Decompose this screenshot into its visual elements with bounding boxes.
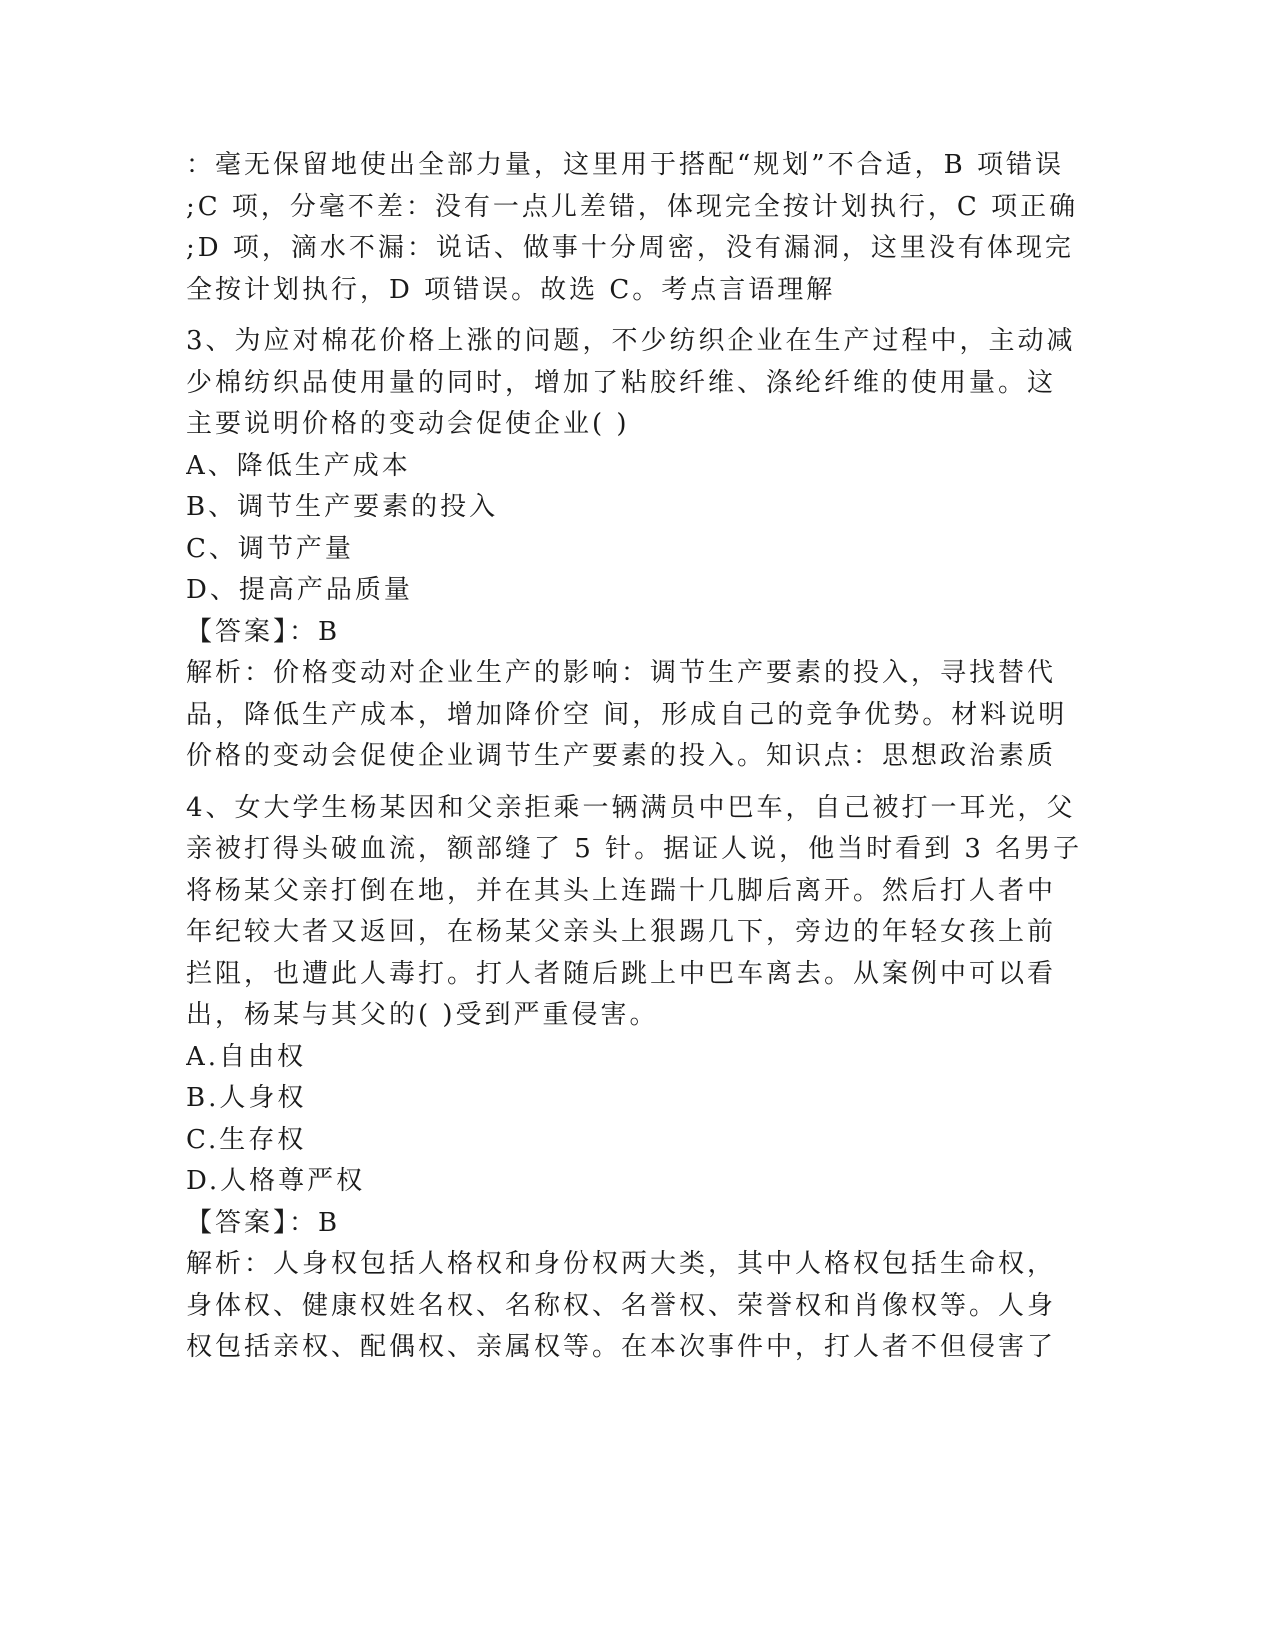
analysis-line: 身体权、健康权姓名权、名称权、名誉权、荣誉权和肖像权等。人身 xyxy=(186,1290,1057,1321)
text-line: ;C 项，分毫不差：没有一点儿差错，体现完全按计划执行，C 项正确 xyxy=(186,191,1079,222)
analysis-line: 品，降低生产成本，增加降价空 间，形成自己的竞争优势。材料说明 xyxy=(186,699,1068,730)
option-a: A、降低生产成本 xyxy=(186,450,411,481)
text-line: ：毫无保留地使出全部力量，这里用于搭配“规划”不合适，B 项错误 xyxy=(186,150,1064,180)
text-line: 全按计划执行，D 项错误。故选 C。考点言语理解 xyxy=(186,274,836,305)
previous-explanation xyxy=(186,145,1086,311)
option-c: C.生存权 xyxy=(186,1124,307,1155)
question-stem-line: 拦阻，也遭此人毒打。打人者随后跳上中巴车离去。从案例中可以看 xyxy=(186,958,1057,989)
question-stem-line: 主要说明价格的变动会促使企业( ) xyxy=(186,409,630,439)
analysis-line: 解析：人身权包括人格权和身份权两大类，其中人格权包括生命权， xyxy=(186,1249,1057,1279)
question-4 xyxy=(186,788,1086,1369)
question-stem-line: 亲被打得头破血流，额部缝了 5 针。据证人说，他当时看到 3 名男子 xyxy=(186,834,1083,864)
page-content xyxy=(186,145,1086,1369)
option-a: A.自由权 xyxy=(186,1041,307,1072)
option-b: B.人身权 xyxy=(186,1083,307,1113)
answer: 【答案】：B xyxy=(186,1207,341,1238)
answer: 【答案】：B xyxy=(186,616,341,647)
question-stem-line: 将杨某父亲打倒在地，并在其头上连踹十几脚后离开。然后打人者中 xyxy=(186,875,1057,906)
question-3 xyxy=(186,321,1086,778)
option-d: D.人格尊严权 xyxy=(186,1166,366,1196)
option-d: D、提高产品质量 xyxy=(186,575,413,605)
question-stem-line: 出，杨某与其父的( )受到严重侵害。 xyxy=(186,1000,659,1030)
option-b: B、调节生产要素的投入 xyxy=(186,492,499,522)
analysis-line: 权包括亲权、配偶权、亲属权等。在本次事件中，打人者不但侵害了 xyxy=(186,1332,1057,1362)
question-stem-line: 少棉纺织品使用量的同时，增加了粘胶纤维、涤纶纤维的使用量。这 xyxy=(186,367,1057,398)
option-c: C、调节产量 xyxy=(186,533,354,564)
text-line: ;D 项，滴水不漏：说话、做事十分周密，没有漏洞，这里没有体现完 xyxy=(186,233,1074,263)
question-stem-line: 3、为应对棉花价格上涨的问题，不少纺织企业在生产过程中，主动减 xyxy=(186,326,1076,356)
analysis-line: 价格的变动会促使企业调节生产要素的投入。知识点：思想政治素质 xyxy=(186,741,1057,771)
question-stem-line: 年纪较大者又返回，在杨某父亲头上狠踢几下，旁边的年轻女孩上前 xyxy=(186,917,1057,947)
analysis-line: 解析：价格变动对企业生产的影响：调节生产要素的投入，寻找替代 xyxy=(186,658,1057,688)
question-stem-line: 4、女大学生杨某因和父亲拒乘一辆满员中巴车，自己被打一耳光，父 xyxy=(186,792,1076,823)
